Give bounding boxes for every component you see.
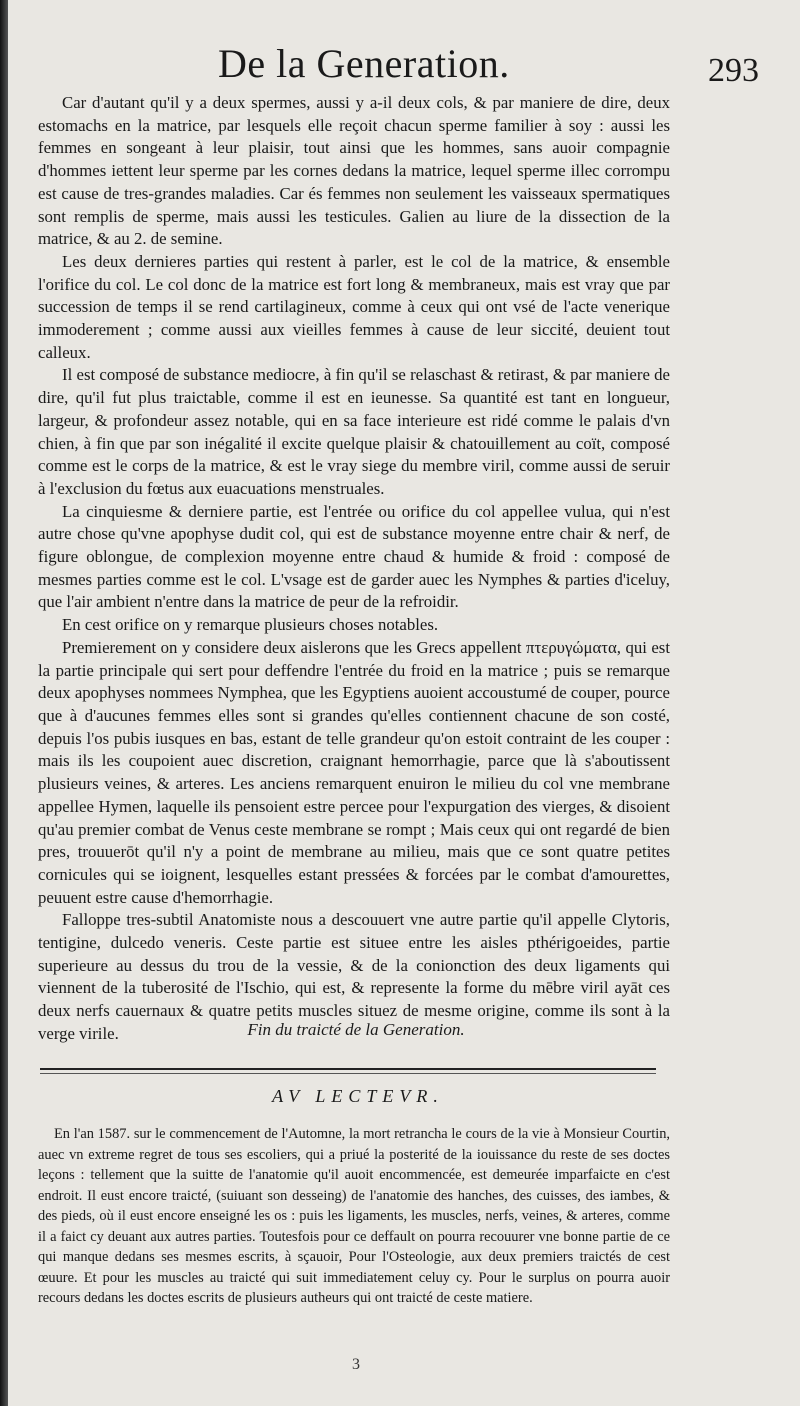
- paragraph: Car d'autant qu'il y a deux spermes, aussi y a-il deux cols, & par maniere de dire, deux estomachs en la matrice, par lesquels elle reçoit chacun sperme familier à soy : aussi les femmes en songeant à leur plaisir, tout ainsi que les hommes, sans auoir compagnie d'hommes iettent leur sperme par les cornes dedans la matrice, lequel sperme illec corrompu est cause de tres-grandes maladies. Car és femmes non seulement les vaisseaux spermatiques sont remplis de sperme, mais aussi les testicules. Galien au liure de la dissection de la matrice, & au 2. de semine.: [38, 93, 670, 249]
- end-of-treatise-line: Fin du traicté de la Generation.: [247, 1020, 465, 1039]
- paragraph: En cest orifice on y remarque plusieurs choses notables.: [62, 615, 439, 635]
- paragraph: La cinquiesme & derniere partie, est l'entrée ou orifice du col appellee vulua, qui n'est autre chose qu'vne apophyse dudit col, qui est de substance moyenne entre chair & nerf, de figure oblongue, de complexion moyenne entre chaud & humide & froid : composé de mesmes parties comme est le col. L'vsage est de garder auec les Nymphes & parties d'iceluy, que l'air ambient n'entre dans la matrice de peur de la refroidir.: [38, 501, 670, 612]
- main-text: [38, 92, 670, 1046]
- footer-mark: 3: [352, 1356, 360, 1373]
- paragraph: Premierement on y considere deux aislerons que les Grecs appellent πτερυγώματα, qui est la partie principale qui sert pour deffendre l'entrée du froid en la matrice ; puis se remarque deux apophyses nommees Nymphea, que les Egyptiens auoient accoustumé de couper, pource que à d'aucunes femmes elles sont si grandes qu'elles contiennent chacune de son costé, depuis l'os pubis iusques en bas, estant de telle grandeur qu'on estoit contraint de les couper : mais ils les coupoient auec discretion, craignant hemorrhagie, parce que là s'aboutissent plusieurs veines, & arteres. Les anciens remarquent enuiron le milieu du col vne membrane appellee Hymen, laquelle ils pensoient estre percee pour l'expurgation des vierges, & disoient qu'au premier combat de Venus ceste membrane se rompt ; Mais ceux qui ont regardé de bien pres, trouuerōt qu'il n'y a point de membrane au milieu, mais que ce sont quatre petites cornicules qui se ioignent, lesquelles estant pressées & forcées par le combat d'amourettes, peuuent estre cause d'hemorrhagie.: [38, 637, 670, 907]
- notice-title: AV LECTEVR.: [272, 1086, 444, 1106]
- section-rule: [40, 1068, 656, 1070]
- page-number: 293: [708, 52, 759, 89]
- paragraph: Les deux dernieres parties qui restent à parler, est le col de la matrice, & ensemble l'orifice du col. Le col donc de la matrice est fort long & membraneux, mais est vray que par succession de temps il se rend cartilagineux, comme à ceux qui ont vsé de l'acte venerique immoderement ; comme aussi aux vieilles femmes à cause de leur siccité, deuient tout calleux.: [38, 251, 670, 362]
- paragraph: Falloppe tres-subtil Anatomiste nous a descouuert vne autre partie qu'il appelle Clytoris, tentigine, dulcedo veneris. Ceste partie est situee entre les aisles pthérigoeides, partie superieure au dessus du trou de la vessie, & de la conionction des deux ligaments qui viennent de la tuberosité de l'Ischio, qui est, & represente la forme du mēbre viril ayāt ces deux nerfs cauernaux & quatre petits muscles situez de mesme origine, comme ils sont à la verge virile.: [38, 910, 670, 1043]
- section-rule-thin: [40, 1073, 656, 1074]
- paragraph: Il est composé de substance mediocre, à fin qu'il se relaschast & retirast, & par maniere de dire, qu'il fut plus traictable, comme il est en ieunesse. Sa quantité est tant en longueur, largeur, & profondeur assez notable, qui en sa face interieure est ridé comme le palais d'vn chien, à fin que par son inégalité il excite quelque plaisir & chatouillement au coït, composé comme est le corps de la matrice, & est le vray siege du membre viril, comme aussi de seruir à l'exclusion du fœtus aux euacuations menstruales.: [38, 365, 670, 498]
- book-page: [8, 0, 800, 1406]
- notice-paragraph: En l'an 1587. sur le commencement de l'Automne, la mort retrancha le cours de la vie à Monsieur Courtin, auec vn extreme regret de tous ses escoliers, qui a priué la posterité de la iouissance du reste de ses doctes leçons : tellement que la suitte de l'anatomie qu'il auoit encommencée, est demeurée imparfaicte en c'est endroit. Il eust encore traicté, (suiuant son desseing) de l'anatomie des hanches, des cuisses, des iambes, & des pieds, où il eust encore enseigné les os : puis les ligaments, les muscles, nerfs, veines, & arteres, comme il a faict cy deuant aux autres parties. Toutesfois pour ce deffault on pourra recouurer vne bonne partie de ce qui manque dedans ses mesmes escrits, à sçauoir, Pour l'Osteologie, aux deux premiers traictés de cest œuure. Et pour les muscles au traicté qui suit immediatement celuy cy. Pour le surplus on pourra auoir recours dedans les doctes escrits de plusieurs autheurs qui ont traicté de ceste matiere.: [38, 1126, 670, 1306]
- running-title: De la Generation.: [218, 41, 510, 86]
- page-edge-shadow: [0, 0, 8, 1406]
- notice-body: [38, 1124, 670, 1309]
